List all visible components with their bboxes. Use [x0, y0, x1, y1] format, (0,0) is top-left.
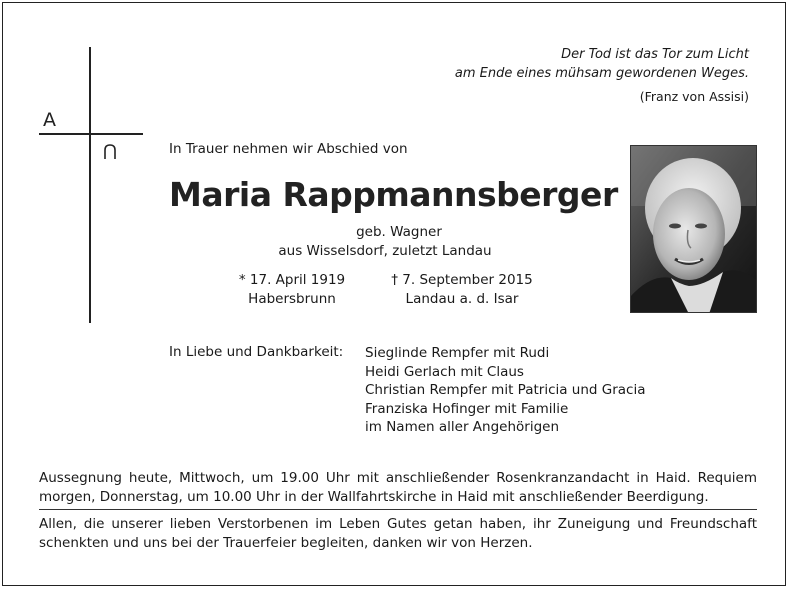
maiden-name: geb. Wagner	[356, 224, 442, 240]
omega-symbol	[103, 143, 117, 165]
mourner-name: Sieglinde Rempfer mit Rudi	[365, 345, 550, 361]
birth-date: * 17. April 1919	[238, 272, 346, 288]
mourners-list	[365, 344, 646, 437]
quote-attribution: (Franz von Assisi)	[639, 89, 749, 104]
origin-text: aus Wisselsdorf, zuletzt Landau	[278, 243, 492, 259]
service-info: Aussegnung heute, Mittwoch, um 19.00 Uhr mit anschließender Rosenkranzandacht in Haid. Requiem morgen, Donnerstag, um 10.00 Uhr in der Wallfahrtskirche in Haid mit anschließender Beerdigung.	[39, 470, 757, 505]
cross-horizontal-bar	[39, 133, 143, 135]
mourner-name: Heidi Gerlach mit Claus	[365, 363, 524, 380]
thanks-text: Allen, die unserer lieben Verstorbenen im Leben Gutes getan haben, ihr Zuneigung und Freundschaft schenkten und uns bei der Trauerfeier begleiten, danken wir von Herzen.	[39, 516, 757, 551]
quote-line-1: Der Tod ist das Tor zum Licht	[561, 47, 749, 62]
omega-icon	[103, 144, 117, 160]
death-date: † 7. September 2015	[391, 272, 533, 288]
portrait-image	[631, 146, 757, 313]
mourners-label: In Liebe und Dankbarkeit:	[169, 344, 344, 360]
cross-vertical-bar	[89, 47, 91, 323]
birth-place: Habersbrunn	[248, 291, 336, 307]
death-place: Landau a. d. Isar	[405, 291, 519, 307]
portrait-photo	[630, 145, 757, 313]
mourner-name: Christian Rempfer mit Patricia und Gracia	[365, 382, 646, 398]
divider-line	[39, 509, 757, 510]
quote-line-2: am Ende eines mühsam gewordenen Weges.	[454, 66, 749, 81]
alpha-symbol: A	[43, 109, 56, 131]
intro-text: In Trauer nehmen wir Abschied von	[169, 141, 408, 157]
mourner-name: im Namen aller Angehörigen	[365, 419, 560, 435]
mourner-name: Franziska Hofinger mit Familie	[365, 400, 569, 417]
obituary-frame	[2, 2, 786, 586]
deceased-name: Maria Rappmannsberger	[169, 175, 618, 214]
